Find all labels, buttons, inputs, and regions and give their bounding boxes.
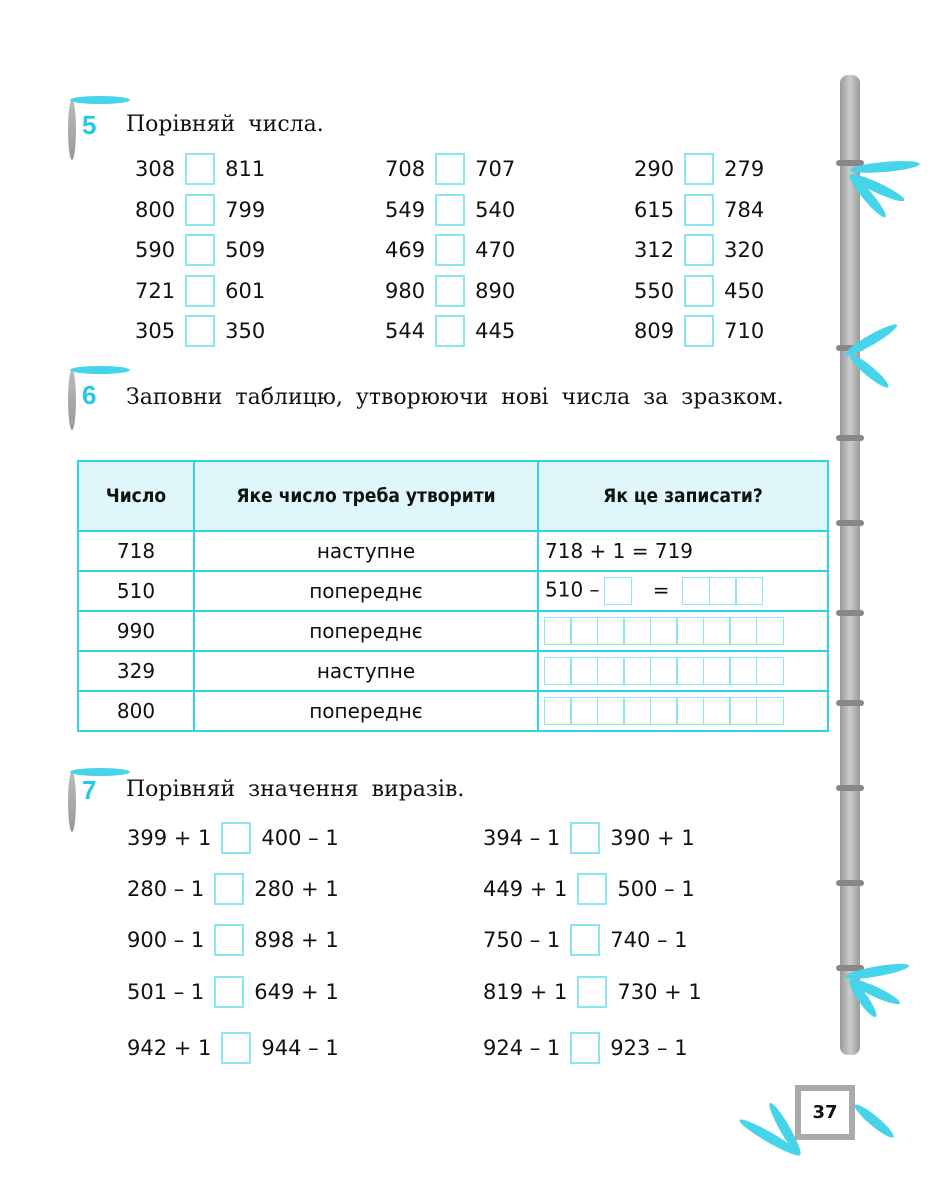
answer-box[interactable] [214,976,244,1008]
left-number: 721 [135,279,176,303]
right-number: 601 [225,279,266,303]
header-number: Число [78,461,194,531]
left-expression: 394 – 1 [483,826,561,850]
table-row [78,691,828,731]
leaf-icon [70,768,130,776]
comparison-item [135,315,265,347]
table-row [78,571,828,611]
bamboo-node [836,700,864,706]
right-expression: 944 – 1 [261,1036,339,1060]
answer-box[interactable] [577,976,607,1008]
left-number: 590 [135,238,176,262]
right-number: 450 [724,279,765,303]
comparison-item [385,194,515,226]
answer-box[interactable] [185,275,215,307]
answer-box[interactable] [684,275,714,307]
answer-cell[interactable] [756,617,784,645]
answer-cell[interactable] [544,697,572,725]
answer-box[interactable] [214,924,244,956]
answer-box[interactable] [684,153,714,185]
exercise-number: 5 [82,110,97,140]
answer-box[interactable] [577,873,607,905]
expression-comparison [127,822,339,854]
number-cell: 329 [78,651,194,691]
right-number: 320 [724,238,765,262]
type-cell: попереднє [194,691,538,731]
right-expression: 730 + 1 [617,980,702,1004]
left-number: 980 [385,279,426,303]
answer-cell[interactable] [703,617,731,645]
answer-box[interactable] [185,194,215,226]
answer-cell[interactable] [756,697,784,725]
answer-cell[interactable] [544,617,572,645]
answer-box[interactable] [570,924,600,956]
right-expression: 898 + 1 [254,928,339,952]
right-expression: 923 – 1 [610,1036,688,1060]
comparison-item [634,315,764,347]
left-number: 305 [135,319,176,343]
comparison-item [135,234,265,266]
answer-box[interactable] [684,315,714,347]
bamboo-node [836,880,864,886]
number-cell: 990 [78,611,194,651]
answer-cell[interactable] [735,577,763,605]
record-cell [538,531,828,571]
left-expression: 750 – 1 [483,928,561,952]
answer-cell[interactable] [676,657,704,685]
right-expression: 740 – 1 [610,928,688,952]
type-cell: попереднє [194,571,538,611]
answer-cell[interactable] [604,577,632,605]
answer-cell[interactable] [709,577,737,605]
expression-comparison [483,976,702,1008]
left-expression: 501 – 1 [127,980,205,1004]
right-number: 445 [475,319,516,343]
type-cell: попереднє [194,611,538,651]
number-table [77,460,829,732]
expression-comparison [127,924,339,956]
answer-cell[interactable] [597,697,625,725]
record-cell [538,651,828,691]
answer-cell[interactable] [676,617,704,645]
left-number: 708 [385,157,426,181]
answer-box[interactable] [435,275,465,307]
answer-box[interactable] [185,315,215,347]
answer-cell[interactable] [650,697,678,725]
comparison-item [634,234,764,266]
bamboo-node [836,520,864,526]
expression-comparison [483,1032,688,1064]
page-number: 37 [795,1085,855,1140]
exercise-title: Заповни таблицю, утворюючи нові числа за зразком. [126,385,784,410]
answer-cell[interactable] [623,697,651,725]
answer-cell[interactable] [623,657,651,685]
answer-cell[interactable] [729,697,757,725]
left-expression: 449 + 1 [483,877,568,901]
answer-box[interactable] [435,153,465,185]
table-row [78,611,828,651]
left-expression: 900 – 1 [127,928,205,952]
example-equation: 718 + 1 = 719 [545,539,694,563]
table-row [78,651,828,691]
table-row [78,531,828,571]
exercise-title: Порівняй числа. [126,112,324,137]
right-number: 784 [724,198,765,222]
answer-cell[interactable] [676,697,704,725]
answer-cell[interactable] [703,697,731,725]
leaf-icon [70,366,130,374]
expression-comparison [483,924,688,956]
answer-box[interactable] [214,873,244,905]
answer-cell[interactable] [544,657,572,685]
expression-comparison [483,822,695,854]
answer-box[interactable] [221,1032,251,1064]
answer-cell[interactable] [682,577,710,605]
right-number: 509 [225,238,266,262]
right-expression: 400 – 1 [261,826,339,850]
comparison-item [385,275,515,307]
left-expression: 942 + 1 [127,1036,212,1060]
answer-cell[interactable] [650,617,678,645]
exercise-title: Порівняй значення виразів. [126,777,465,802]
comparison-item [135,275,265,307]
bamboo-node [836,785,864,791]
answer-cell[interactable] [650,657,678,685]
comparison-item [634,194,764,226]
answer-box[interactable] [570,822,600,854]
answer-box[interactable] [684,194,714,226]
left-number: 469 [385,238,426,262]
answer-cell[interactable] [570,617,598,645]
answer-box[interactable] [570,1032,600,1064]
answer-cell[interactable] [623,617,651,645]
right-number: 799 [225,198,266,222]
record-cell [538,571,828,611]
exercise-number: 6 [82,380,97,410]
left-number: 615 [634,198,675,222]
right-expression: 500 – 1 [617,877,695,901]
expression-comparison [127,873,339,905]
answer-box[interactable] [435,194,465,226]
right-number: 890 [475,279,516,303]
comparison-item [135,153,265,185]
number-cell: 800 [78,691,194,731]
bamboo-node [836,435,864,441]
right-number: 350 [225,319,266,343]
answer-cell[interactable] [703,657,731,685]
answer-box[interactable] [435,234,465,266]
section-marker-icon [68,100,76,160]
expression-comparison [127,1032,339,1064]
right-number: 540 [475,198,516,222]
comparison-item [385,315,515,347]
answer-cell[interactable] [570,697,598,725]
answer-box[interactable] [185,153,215,185]
right-expression: 280 + 1 [254,877,339,901]
right-number: 811 [225,157,266,181]
answer-cell[interactable] [756,657,784,685]
right-expression: 649 + 1 [254,980,339,1004]
right-expression: 390 + 1 [610,826,695,850]
comparison-item [385,153,515,185]
answer-cell[interactable] [597,617,625,645]
right-number: 470 [475,238,516,262]
section-marker-icon [68,772,76,832]
comparison-item [634,153,764,185]
answer-box[interactable] [684,234,714,266]
header-how: Як це записати? [538,461,828,531]
right-number: 707 [475,157,516,181]
left-number: 544 [385,319,426,343]
comparison-item [385,234,515,266]
record-cell [538,691,828,731]
section-marker-icon [68,370,76,430]
expression-comparison [127,976,339,1008]
number-cell: 718 [78,531,194,571]
type-cell: наступне [194,531,538,571]
exercise-number: 7 [82,775,97,805]
left-expression: 924 – 1 [483,1036,561,1060]
equals-sign: = [652,577,670,602]
answer-box[interactable] [185,234,215,266]
record-cell [538,611,828,651]
number-cell: 510 [78,571,194,611]
left-number: 308 [135,157,176,181]
header-what: Яке число треба утворити [194,461,538,531]
left-number: 800 [135,198,176,222]
answer-cell[interactable] [729,617,757,645]
bamboo-decoration [840,75,860,1055]
left-number: 312 [634,238,675,262]
expression-comparison [483,873,695,905]
answer-cell[interactable] [597,657,625,685]
answer-box[interactable] [435,315,465,347]
left-number: 809 [634,319,675,343]
left-number: 549 [385,198,426,222]
left-number: 290 [634,157,675,181]
left-expression: 819 + 1 [483,980,568,1004]
answer-cell[interactable] [729,657,757,685]
right-number: 710 [724,319,765,343]
left-number: 550 [634,279,675,303]
answer-cell[interactable] [570,657,598,685]
bamboo-leaf-icon [852,1101,897,1141]
type-cell: наступне [194,651,538,691]
left-expression: 399 + 1 [127,826,212,850]
leaf-icon [70,96,130,104]
comparison-item [634,275,764,307]
equation-start: 510 – [545,577,600,602]
answer-box[interactable] [221,822,251,854]
right-number: 279 [724,157,765,181]
left-expression: 280 – 1 [127,877,205,901]
comparison-item [135,194,265,226]
bamboo-node [836,610,864,616]
